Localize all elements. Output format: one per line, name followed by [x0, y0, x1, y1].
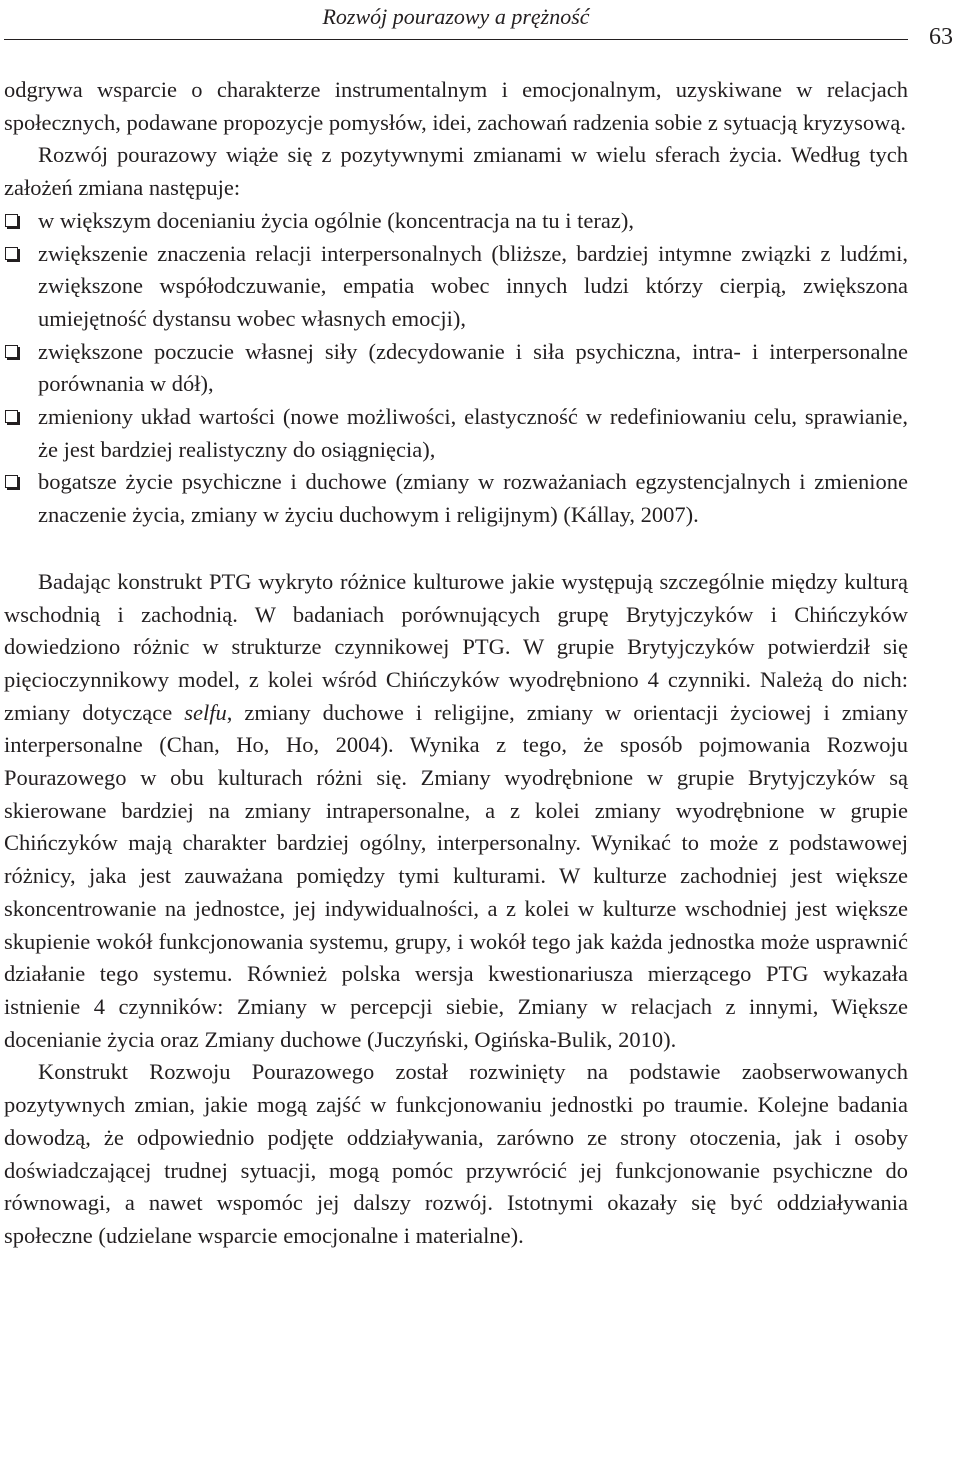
checkbox-bullet-icon [5, 345, 18, 358]
changes-list [4, 205, 908, 532]
checkbox-bullet-icon [5, 475, 18, 488]
checkbox-bullet-icon [5, 410, 18, 423]
paragraph-positive-changes: Rozwój pourazowy wiąże się z pozytywnymi zmianami w wielu sferach życia. Według tych założeń zmiana następuje: [4, 142, 908, 201]
list-item [4, 466, 908, 531]
list-item-text: bogatsze życie psychiczne i duchowe (zmiany w rozważaniach egzystencjalnych i zmienione znaczenie życia, zmiany w życiu duchowym i religijnym) (Kállay, 2007). [38, 469, 908, 528]
list-item [4, 401, 908, 466]
intro-paragraph: odgrywa wsparcie o charakterze instrumentalnym i emocjonalnym, uzyskiwane w relacjach społecznych, podawane propozycje pomysłów, idei, zachowań radzenia sobie z sytuacją kryzysową. [4, 77, 908, 135]
checkbox-bullet-icon [5, 247, 18, 260]
paragraph-spacer [4, 532, 908, 566]
list-item-text: zwiększenie znaczenia relacji interpersonalnych (bliższe, bardziej intymne związki z ludźmi, zwiększone współodczuwanie, empatia wobec innych ludzi którzy cierpią, zwiększona umiejętność dystansu wobec własnych emocji), [38, 240, 908, 331]
paragraph-construct: Konstrukt Rozwoju Pourazowego został rozwinięty na podstawie zaobserwowanych pozytywnych zmian, jakie mogą zajść w funkcjonowaniu jednostki po traumie. Kolejne badania dowodzą, że odpowiednio podjęte oddziaływania, zarówno ze strony otoczenia, jak i osoby doświadczającej trudnej sytuacji, mogą pomóc przywrócić jej funkcjonowanie psychiczne do równowagi, a nawet wspomóc jej dalszy rozwój. Istotnymi okazały się być oddziaływania społeczne (udzielane wsparcie emocjonalne i materialne). [4, 1059, 908, 1248]
body-text [4, 74, 908, 1253]
checkbox-bullet-icon [5, 214, 18, 227]
header-rule [4, 39, 908, 40]
list-item [4, 336, 908, 401]
paragraph-cultural-differences [4, 566, 908, 1057]
list-item-text: zmieniony układ wartości (nowe możliwości, elastyczność w redefiniowaniu celu, sprawianie, że jest bardziej realistyczny do osiągnięcia), [38, 404, 908, 462]
list-item-text: zwiększone poczucie własnej siły (zdecydowanie i siła psychiczna, intra- i interpersonalne porównania w dół), [38, 338, 908, 397]
italic-term: selfu [184, 699, 227, 725]
page-number: 63 [929, 24, 953, 50]
paragraph-text: Badając konstrukt PTG wykryto różnice kulturowe jakie występują szczególnie między kulturą wschodnią i zachodnią. W badaniach porównujących grupę Brytyjczyków i Chińczyków dowiedziono różnic w strukturze czynnikowej PTG. W grupie Brytyjczyków potwierdził się pięcioczynnikowy model, z kolei wśród Chińczyków wyodrębniono 4 czynniki. Należą do nich: zmiany dotyczące [4, 568, 908, 725]
paragraph-text: , zmiany duchowe i religijne, zmiany w orientacji życiowej i zmiany interpersonalne (Chan, Ho, Ho, 2004). Wynika z tego, że sposób pojmowania Rozwoju Pourazowego w obu kulturach różni się. Zmiany wyodrębnione w grupie Brytyjczyków są skierowane bardziej na zmiany intrapersonalne, a z kolei zmiany wyodrębnione w grupie Chińczyków mają charakter bardziej ogólny, interpersonalny. Wynikać to może z podstawowej różnicy, jaka jest zauważana pomiędzy tymi kulturami. W kulturze zachodniej jest większe skoncentrowanie na jednostce, jej indywidualności, a z kolei w kulturze wschodniej jest większe skupienie wokół funkcjonowania systemu, grupy, i wokół tego jak każda jednostka może usprawnić działanie tego systemu. Również polska wersja kwestionariusza mierzącego PTG wykazała istnienie 4 czynników: Zmiany w percepcji siebie, Zmiany w relacjach z innymi, Większe docenianie życia oraz Zmiany duchowe (Juczyński, Ogińska-Bulik, 2010). [4, 699, 908, 1052]
running-header-title: Rozwój pourazowy a prężność [322, 4, 590, 29]
list-item [4, 238, 908, 336]
list-item [4, 205, 908, 238]
list-item-text: w większym docenianiu życia ogólnie (koncentracja na tu i teraz), [38, 207, 634, 233]
